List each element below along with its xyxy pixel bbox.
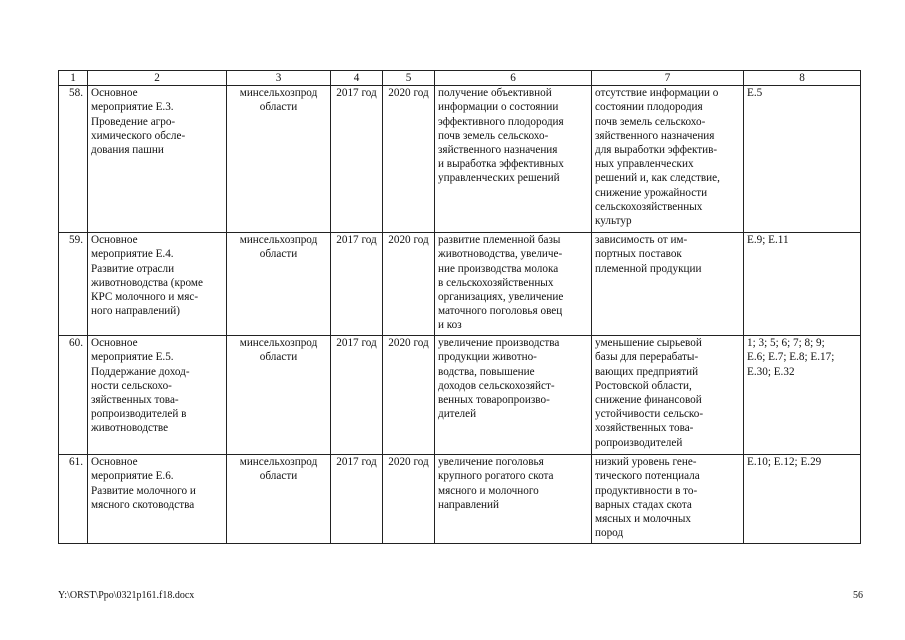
start-year-cell: 2017 год [331, 336, 383, 455]
consequence-cell: низкий уровень гене- тического потенциала продуктивности в то- варных стадах скота мясных и молочных пород [592, 455, 744, 544]
column-header: 3 [227, 71, 331, 86]
table-row [59, 233, 861, 336]
column-header: 4 [331, 71, 383, 86]
measure-cell: Основное мероприятие Е.5. Поддержание доход- ности сельскохо- зяйственных това- ропроизводителей в животноводстве [88, 336, 227, 455]
link-cell: 1; 3; 5; 6; 7; 8; 9; Е.6; Е.7; Е.8; Е.17; Е.30; Е.32 [744, 336, 861, 455]
consequence-cell: отсутствие информации о состоянии плодородия почв земель сельскохо- зяйственного назначения для выработки эффектив- ных управленческих решений и, как следствие, снижение урожайности сельскохозяйственных культур [592, 86, 744, 233]
result-cell: увеличение поголовья крупного рогатого скота мясного и молочного направлений [435, 455, 592, 544]
consequence-cell: зависимость от им- портных поставок племенной продукции [592, 233, 744, 336]
measure-cell: Основное мероприятие Е.6. Развитие молочного и мясного скотоводства [88, 455, 227, 544]
row-number: 61. [59, 455, 88, 544]
row-number: 60. [59, 336, 88, 455]
link-cell: Е.5 [744, 86, 861, 233]
row-number: 58. [59, 86, 88, 233]
page-number: 56 [853, 590, 863, 601]
executor-cell: минсельхозпрод области [227, 233, 331, 336]
header-row [59, 71, 861, 86]
link-cell: Е.10; Е.12; Е.29 [744, 455, 861, 544]
result-cell: увеличение производства продукции животно- водства, повышение доходов сельскохозяйст- венных товаропроизво- дителей [435, 336, 592, 455]
footer-file-path: Y:\ORST\Ppo\0321p161.f18.docx [58, 590, 195, 601]
column-header: 6 [435, 71, 592, 86]
table-row [59, 86, 861, 233]
result-cell: развитие племенной базы животноводства, увеличе- ние производства молока в сельскохозяйственных организациях, увеличение маточного поголовья овец и коз [435, 233, 592, 336]
document-table [58, 70, 861, 544]
end-year-cell: 2020 год [383, 233, 435, 336]
end-year-cell: 2020 год [383, 336, 435, 455]
row-number: 59. [59, 233, 88, 336]
table-row [59, 336, 861, 455]
measure-cell: Основное мероприятие Е.3. Проведение агро- химического обсле- дования пашни [88, 86, 227, 233]
end-year-cell: 2020 год [383, 86, 435, 233]
column-header: 7 [592, 71, 744, 86]
column-header: 2 [88, 71, 227, 86]
executor-cell: минсельхозпрод области [227, 336, 331, 455]
consequence-cell: уменьшение сырьевой базы для перерабаты- вающих предприятий Ростовской области, снижение финансовой устойчивости сельско- хозяйственных това- ропроизводителей [592, 336, 744, 455]
start-year-cell: 2017 год [331, 233, 383, 336]
executor-cell: минсельхозпрод области [227, 86, 331, 233]
column-header: 5 [383, 71, 435, 86]
column-header: 1 [59, 71, 88, 86]
result-cell: получение объективной информации о состоянии эффективного плодородия почв земель сельскохо- зяйственного назначения и выработка эффективных управленческих решений [435, 86, 592, 233]
executor-cell: минсельхозпрод области [227, 455, 331, 544]
column-header: 8 [744, 71, 861, 86]
table-row [59, 455, 861, 544]
end-year-cell: 2020 год [383, 455, 435, 544]
link-cell: Е.9; Е.11 [744, 233, 861, 336]
measure-cell: Основное мероприятие Е.4. Развитие отрасли животноводства (кроме КРС молочного и мяс- ного направлений) [88, 233, 227, 336]
start-year-cell: 2017 год [331, 455, 383, 544]
start-year-cell: 2017 год [331, 86, 383, 233]
